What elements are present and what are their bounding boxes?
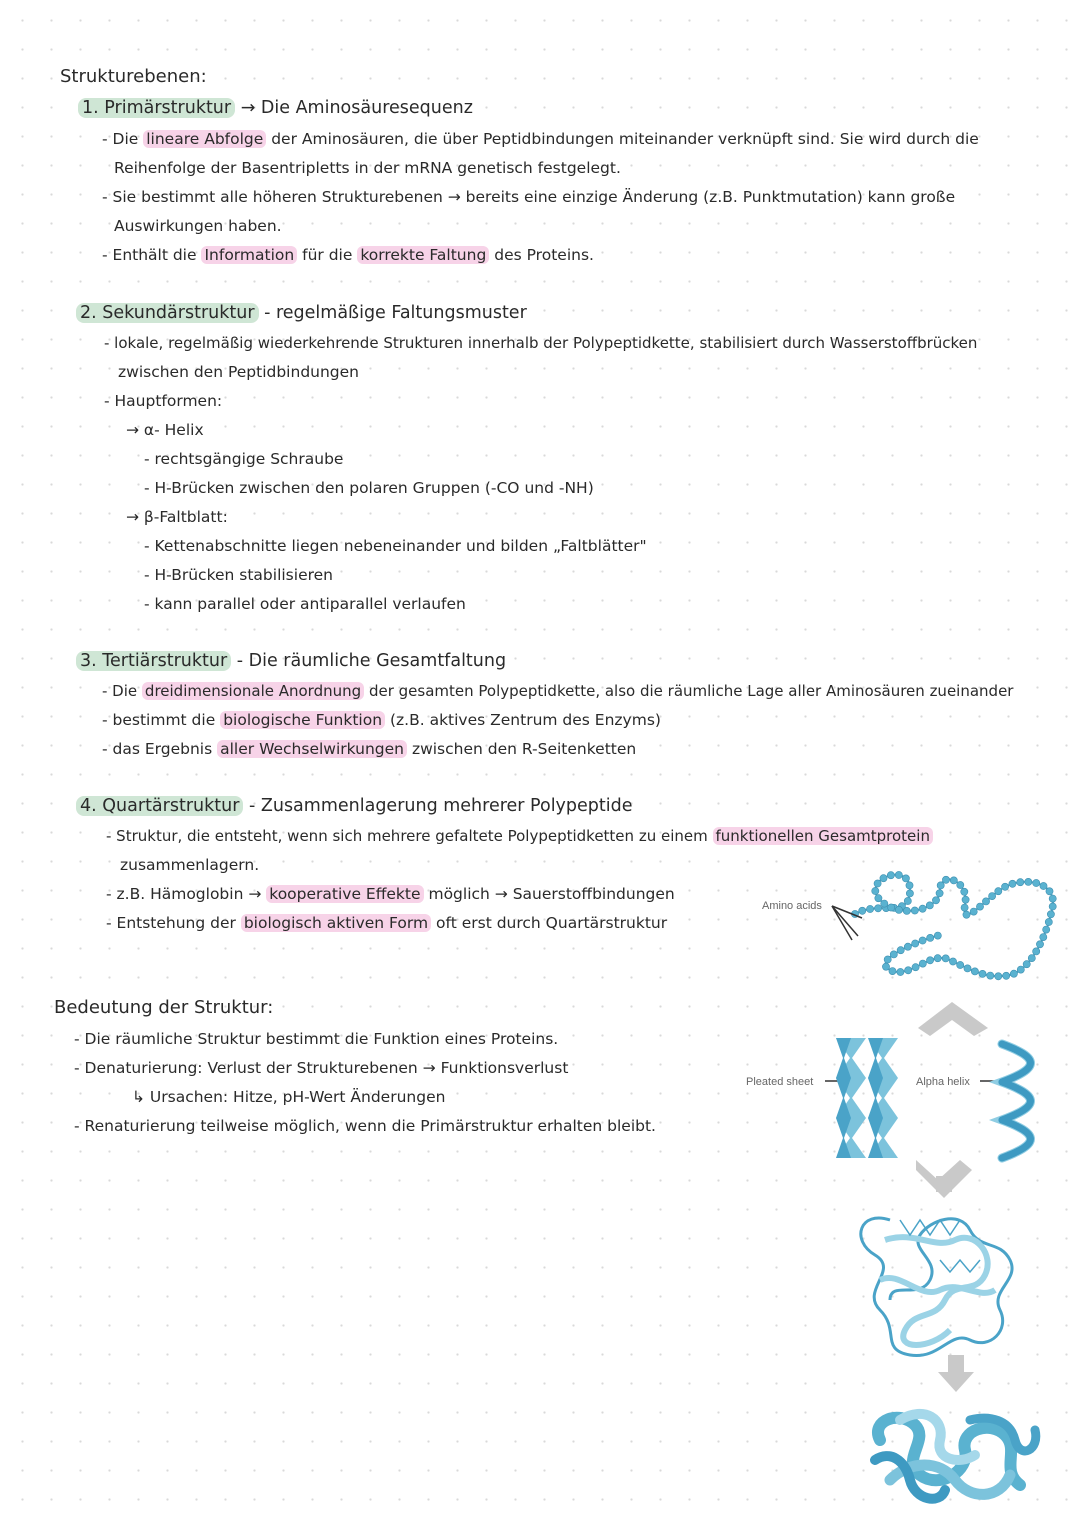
highlight: lineare Abfolge [143, 130, 266, 148]
amino-acid-bead [934, 932, 941, 939]
amino-acid-bead [1017, 879, 1024, 886]
amino-acid-bead [961, 904, 968, 911]
amino-acid-bead [927, 934, 934, 941]
amino-acid-bead [942, 876, 949, 883]
amino-acid-bead [971, 968, 978, 975]
significance-bullet-2: - Denaturierung: Verlust der Strukturebenen → Funktionsverlust [74, 1059, 569, 1077]
primary-bullet-2: - Sie bestimmt alle höheren Strukturebenen → bereits eine einzige Änderung (z.B. Punktmutation) kann große [102, 188, 956, 206]
amino-acid-bead [874, 880, 881, 887]
amino-acid-bead [902, 875, 909, 882]
highlight: funktionellen Gesamtprotein [713, 827, 933, 845]
tertiary-heading-line [76, 650, 506, 672]
amino-acid-bead [957, 961, 964, 968]
quaternary-heading: 4. Quartärstruktur [76, 796, 243, 816]
amino-acid-bead [1009, 880, 1016, 887]
amino-acid-bead [867, 905, 874, 912]
highlight: biologisch aktiven Form [241, 914, 431, 932]
amino-acid-bead [942, 955, 949, 962]
amino-acid-bead [872, 887, 879, 894]
amino-acid-bead [937, 882, 944, 889]
amino-acid-bead [1047, 911, 1054, 918]
significance-title: Bedeutung der Struktur: [54, 997, 274, 1018]
highlight: korrekte Faltung [357, 246, 489, 264]
amino-acid-bead [970, 908, 977, 915]
significance-bullet-3: - Renaturierung teilweise möglich, wenn die Primärstruktur erhalten bleibt. [74, 1117, 656, 1135]
amino-acid-bead [927, 957, 934, 964]
primary-bullet-1-cont: Reihenfolge der Basentripletts in der mRNA genetisch festgelegt. [114, 159, 621, 177]
amino-acid-bead [904, 897, 911, 904]
tertiary-bullet-2: - bestimmt die biologische Funktion (z.B. aktives Zentrum des Enzyms) [102, 711, 661, 729]
amino-acid-bead [1049, 903, 1056, 910]
amino-acid-bead [934, 955, 941, 962]
amino-acid-bead [979, 970, 986, 977]
amino-acid-bead [882, 963, 889, 970]
alpha-helix-point-1: - rechtsgängige Schraube [144, 450, 344, 468]
pleated-sheet [836, 1038, 898, 1158]
amino-acid-bead [962, 896, 969, 903]
amino-acid-bead [1023, 961, 1030, 968]
pleated-sheet-label: Pleated sheet [746, 1076, 814, 1088]
amino-acid-bead [904, 943, 911, 950]
secondary-subtitle: - regelmäßige Faltungsmuster [264, 303, 527, 323]
amino-acid-bead [987, 972, 994, 979]
arrow-down-3 [938, 1355, 974, 1392]
quaternary-heading-line [76, 795, 633, 817]
amino-acid-bead [950, 877, 957, 884]
amino-acid-bead [976, 903, 983, 910]
beta-sheet-item: → β-Faltblatt: [126, 508, 228, 526]
arrow-down-2-stem [936, 1176, 952, 1192]
amino-acid-bead [1003, 972, 1010, 979]
amino-acid-bead [1045, 918, 1052, 925]
amino-acid-bead [961, 888, 968, 895]
amino-acid-bead [1028, 955, 1035, 962]
protein-structure-diagram [740, 860, 1060, 1520]
amino-acid-bead [903, 907, 910, 914]
amino-acid-bead [880, 875, 887, 882]
amino-acid-bead [884, 956, 891, 963]
secondary-bullet-2: - Hauptformen: [104, 392, 223, 410]
amino-acid-bead [881, 900, 888, 907]
amino-acid-bead [1040, 882, 1047, 889]
amino-acid-bead [1010, 970, 1017, 977]
primary-heading-line [78, 97, 473, 119]
amino-acid-bead [1033, 879, 1040, 886]
primary-bullet-1: - Die lineare Abfolge der Aminosäuren, die über Peptidbindungen miteinander verknüpft sind. Sie wird durch die [102, 130, 979, 148]
highlight: kooperative Effekte [266, 885, 423, 903]
quaternary-bullet-3: - Entstehung der biologisch aktiven Form oft erst durch Quartärstruktur [106, 914, 668, 932]
beta-sheet-point-1: - Kettenabschnitte liegen nebeneinander und bilden „Faltblätter" [144, 537, 647, 555]
highlight: biologische Funktion [220, 711, 385, 729]
amino-acid-bead [957, 881, 964, 888]
tertiary-subtitle: - Die räumliche Gesamtfaltung [236, 651, 507, 671]
quaternary-bullet-1: - Struktur, die entsteht, wenn sich mehrere gefaltete Polypeptidketten zu einem funktionellen Gesamtprotein [106, 825, 933, 847]
amino-acid-bead [905, 967, 912, 974]
amino-acid-bead [1046, 888, 1053, 895]
amino-acid-bead [897, 968, 904, 975]
tertiary-bullet-3: - das Ergebnis aller Wechselwirkungen zwischen den R-Seitenketten [102, 740, 637, 758]
page-title: Strukturebenen: [60, 66, 207, 87]
amino-acid-bead [932, 897, 939, 904]
amino-acid-bead [1043, 926, 1050, 933]
amino-acid-bead [906, 882, 913, 889]
amino-acid-bead [1036, 941, 1043, 948]
amino-acid-bead [919, 960, 926, 967]
amino-acid-bead [875, 905, 882, 912]
amino-acid-bead [995, 888, 1002, 895]
significance-bullet-2-sub: ↳ Ursachen: Hitze, pH-Wert Änderungen [132, 1088, 446, 1106]
amino-acid-bead [919, 905, 926, 912]
primary-heading: 1. Primärstruktur [78, 98, 235, 118]
amino-acid-bead [1040, 934, 1047, 941]
amino-acid-bead [1033, 948, 1040, 955]
highlight: dreidimensionale Anordnung [142, 682, 364, 700]
tertiary-bullet-1: - Die dreidimensionale Anordnung der gesamten Polypeptidkette, also die räumliche Lage aller Aminosäuren zueinander [102, 682, 1014, 700]
primary-bullet-2-cont: Auswirkungen haben. [114, 217, 282, 235]
amino-acid-bead [889, 968, 896, 975]
amino-acid-bead [875, 895, 882, 902]
quaternary-protein [875, 1414, 1036, 1499]
quaternary-bullet-2: - z.B. Hämoglobin → kooperative Effekte möglich → Sauerstoffbindungen [106, 885, 675, 903]
amino-acid-bead [887, 872, 894, 879]
secondary-heading: 2. Sekundärstruktur [76, 303, 259, 323]
amino-acid-bead [897, 947, 904, 954]
significance-bullet-1: - Die räumliche Struktur bestimmt die Funktion eines Proteins. [74, 1030, 559, 1048]
amino-acid-bead [1025, 878, 1032, 885]
amino-acid-bead [995, 973, 1002, 980]
primary-subtitle: → Die Aminosäuresequenz [240, 98, 473, 118]
alpha-helix-label: Alpha helix [916, 1076, 970, 1088]
alpha-helix-point-2: - H-Brücken zwischen den polaren Gruppen (-CO und -NH) [144, 479, 594, 497]
amino-acid-bead [1049, 895, 1056, 902]
amino-acid-bead [888, 904, 895, 911]
amino-acid-bead [890, 951, 897, 958]
alpha-helix-item: → α- Helix [126, 421, 204, 439]
primary-bullet-3: - Enthält die Information für die korrekte Faltung des Proteins. [102, 246, 594, 264]
amino-acid-bead [1002, 883, 1009, 890]
alpha-helix [1002, 1044, 1031, 1158]
amino-acid-bead [895, 871, 902, 878]
amino-acid-bead [936, 890, 943, 897]
amino-acid-bead [964, 965, 971, 972]
quaternary-subtitle: - Zusammenlagerung mehrerer Polypeptide [248, 796, 633, 816]
amino-acid-bead [906, 890, 913, 897]
amino-acid-bead [926, 902, 933, 909]
highlight: aller Wechselwirkungen [217, 740, 407, 758]
amino-acid-bead [963, 911, 970, 918]
beta-sheet-point-3: - kann parallel oder antiparallel verlaufen [144, 595, 466, 613]
arrow-down-1 [918, 1002, 988, 1036]
highlight: Information [201, 246, 297, 264]
secondary-bullet-1-cont: zwischen den Peptidbindungen [118, 363, 359, 381]
amino-acid-bead [949, 958, 956, 965]
amino-acid-chain [851, 871, 1056, 980]
secondary-bullet-1: - lokale, regelmäßig wiederkehrende Strukturen innerhalb der Polypeptidkette, stabilisiert durch Wasserstoffbrücken [104, 334, 978, 352]
secondary-heading-line [76, 302, 527, 324]
amino-acid-bead [859, 907, 866, 914]
amino-acid-bead [1017, 966, 1024, 973]
quaternary-bullet-1-cont: zusammenlagern. [120, 856, 260, 874]
beta-sheet-point-2: - H-Brücken stabilisieren [144, 566, 333, 584]
amino-acid-bead [911, 907, 918, 914]
tertiary-fold [861, 1218, 1012, 1356]
amino-acid-bead [919, 937, 926, 944]
amino-acid-bead [912, 964, 919, 971]
amino-acid-bead [895, 906, 902, 913]
amino-acid-bead [912, 940, 919, 947]
amino-acid-bead [989, 893, 996, 900]
amino-acids-label: Amino acids [762, 900, 822, 912]
tertiary-heading: 3. Tertiärstruktur [76, 651, 231, 671]
amino-acid-bead [982, 898, 989, 905]
